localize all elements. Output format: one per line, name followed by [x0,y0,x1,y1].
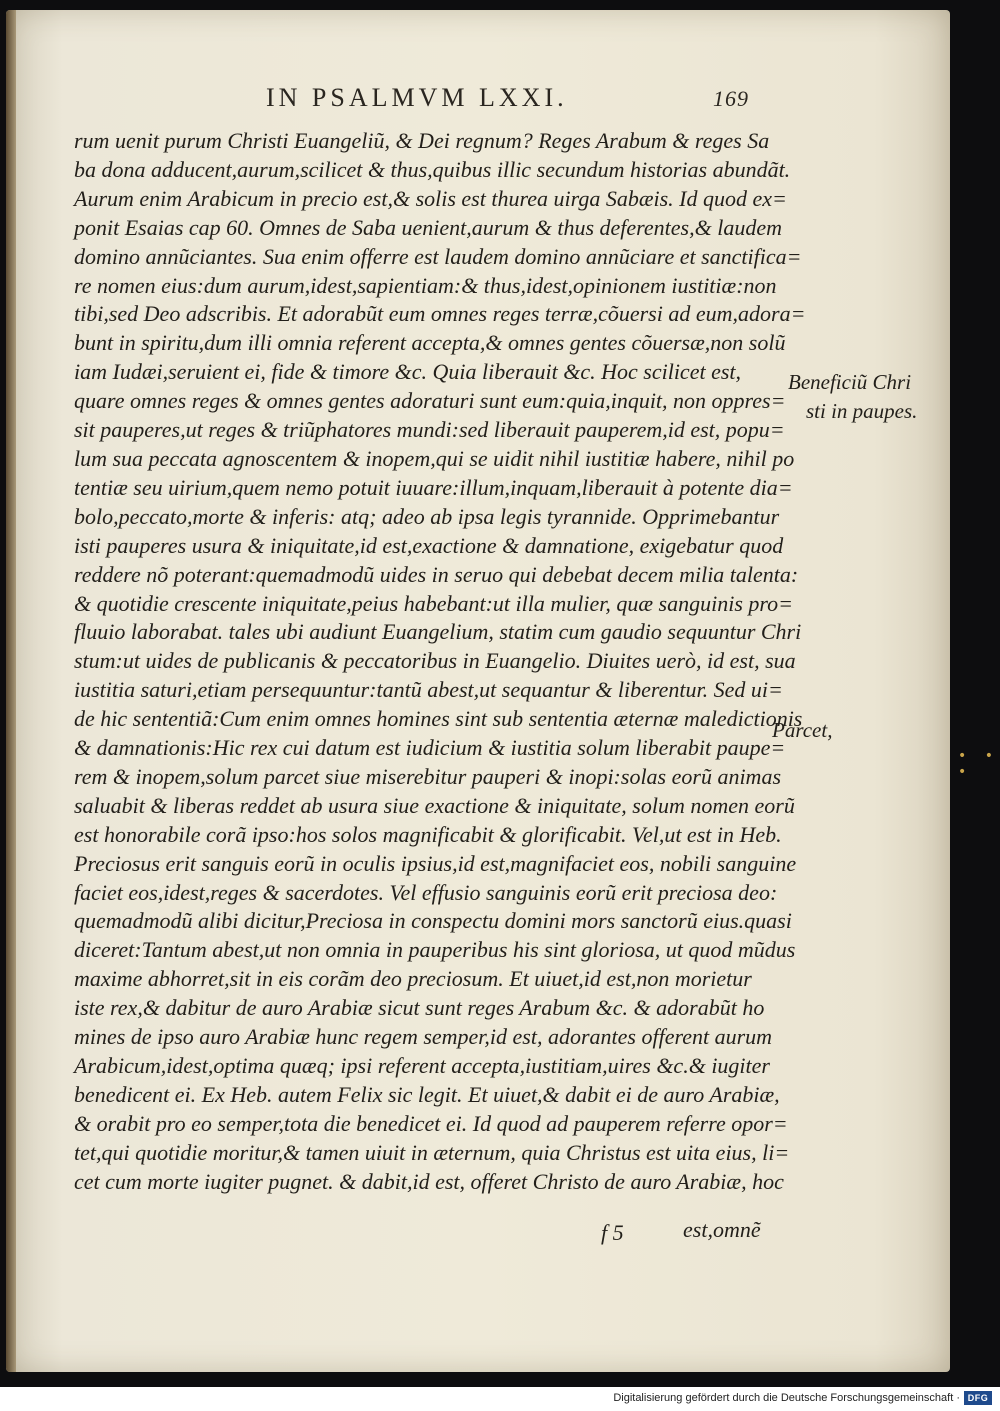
signature-mark: f 5 [601,1220,624,1245]
text-line: iste rex,& dabitur de auro Arabiæ sicut sunt reges Arabum &c. & adorabũt ho [74,995,765,1021]
text-line: Aurum enim Arabicum in precio est,& solis est thurea uirga Sabæis. Id quod ex= [74,185,787,211]
text-line: bunt in spiritu,dum illi omnia referent accepta,& omnes gentes cõuersæ,non solũ [74,330,786,356]
text-line: reddere nõ poterant:quemadmodũ uides in seruo qui debebat decem milia talenta: [74,561,799,587]
funding-credit: Digitalisierung gefördert durch die Deutsche Forschungsgemeinschaft · [613,1392,960,1404]
text-line: tet,qui quotidie moritur,& tamen uiuit in æternum, quia Christus est uita eius, li= [74,1139,790,1165]
text-line: benedicent ei. Ex Heb. autem Felix sic legit. Et uiuet,& dabit ei de auro Arabiæ, [74,1081,780,1107]
dfg-logo: DFG [964,1391,992,1405]
text-line: tibi,sed Deo adscribis. Et adorabũt eum omnes reges terræ,cõuersi ad eum,adora= [74,301,806,327]
text-line: Arabicum,idest,optima quæq; ipsi referent accepta,iustitiam,uires &c.& iugiter [74,1053,770,1078]
text-line: & quotidie crescente iniquitate,peius habebant:ut illa mulier, quæ sanguinis pro= [74,590,793,616]
text-line: Preciosus erit sanguis eorũ in oculis ipsius,id est,magnifaciet eos, nobili sanguine [74,850,797,876]
text-line: & damnationis:Hic rex cui datum est iudicium & iustitia solum liberabit paupe= [74,735,786,761]
footer-bar [0,1387,1000,1411]
text-line: fluuio laborabat. tales ubi audiunt Euangelium, statim cum gaudio sequuntur Chri [74,619,802,645]
page-gutter-edge [6,10,16,1372]
dots-ornament: • • • [958,748,1000,780]
text-line: stum:ut uides de publicanis & peccatoribus in Euangelio. Diuites uerò, id est, sua [74,648,796,674]
text-line: mines de ipso auro Arabiæ hunc regem semper,id est, adorantes offerent aurum [74,1024,773,1050]
text-line: tentiæ seu uirium,quem nemo potuit iuuare:illum,inquam,liberauit à potente dia= [74,474,793,500]
text-line: iustitia saturi,etiam persequuntur:tantũ abest,ut sequantur & liberentur. Sed ui= [74,677,783,703]
catchword: est,omnẽ [683,1217,761,1242]
text-line: bolo,peccato,morte & inferis: atq; adeo ab ipsa legis tyrannide. Opprimebantur [74,503,780,529]
text-line: ponit Esaias cap 60. Omnes de Saba uenient,aurum & thus deferentes,& laudem [74,214,782,240]
text-line: & orabit pro eo semper,tota die benedicet ei. Id quod ad pauperem referre opor= [74,1110,788,1136]
text-line: isti pauperes usura & iniquitate,id est,exactione & damnatione, exigebatur quod [74,532,784,558]
body-text [74,127,806,1197]
text-line: rum uenit purum Christi Euangeliũ, & Dei regnum? Reges Arabum & reges Sa [74,128,770,153]
text-line: quare omnes reges & omnes gentes adoraturi sunt eum:quia,inquit, non oppres= [74,388,786,414]
page-number: 169 [713,86,749,111]
text-line: iam Iudæi,seruient ei, fide & timore &c. Quia liberauit &c. Hoc scilicet est, [74,359,742,385]
text-line: faciet eos,idest,reges & sacerdotes. Vel effusio sanguinis eorũ erit preciosa deo: [74,879,778,905]
text-line: diceret:Tantum abest,ut non omnia in pauperibus his sint gloriosa, ut quod mũdus [74,937,796,963]
text-line: re nomen eius:dum aurum,idest,sapientiam:& thus,idest,opinionem iustitiæ:non [74,272,777,298]
text-line: sit pauperes,ut reges & triũphatores mundi:sed liberauit pauperem,id est, popu= [74,417,785,443]
running-title: IN PSALMVM LXXI. [266,83,568,112]
text-line: rem & inopem,solum parcet siue miserebitur pauperi & inopi:solas eorũ animas [74,763,782,789]
text-line: ba dona adducent,aurum,scilicet & thus,quibus illic secundum historias abundãt. [74,156,791,182]
margin-note-parcet: Parcet, [772,718,833,742]
text-line: maxime abhorret,sit in eis corãm deo preciosum. Et uiuet,id est,non morietur [74,966,752,992]
text-line: domino annũciantes. Sua enim offerre est laudem domino annũciare et sanctifica= [74,243,802,269]
margin-note-beneficium: Beneficiũ Chri [788,370,912,394]
margin-note-beneficium-cont: sti in paupes. [806,399,918,423]
text-line: lum sua peccata agnoscentem & inopem,qui se uidit nihil iustitiæ habere, nihil po [74,445,795,471]
text-line: quemadmodũ alibi dicitur,Preciosa in conspectu domini mors sanctorũ eius.quasi [74,908,792,934]
text-line: est honorabile corã ipso:hos solos magnificabit & glorificabit. Vel,ut est in Heb. [74,821,782,847]
text-line: saluabit & liberas reddet ab usura siue exactione & iniquitate, solum nomen eorũ [74,792,795,818]
text-line: de hic sententiã:Cum enim omnes homines sint sub sententia æternæ maledictionis [74,706,803,732]
text-line: cet cum morte iugiter pugnet. & dabit,id est, offeret Christo de auro Arabiæ, hoc [74,1168,784,1194]
